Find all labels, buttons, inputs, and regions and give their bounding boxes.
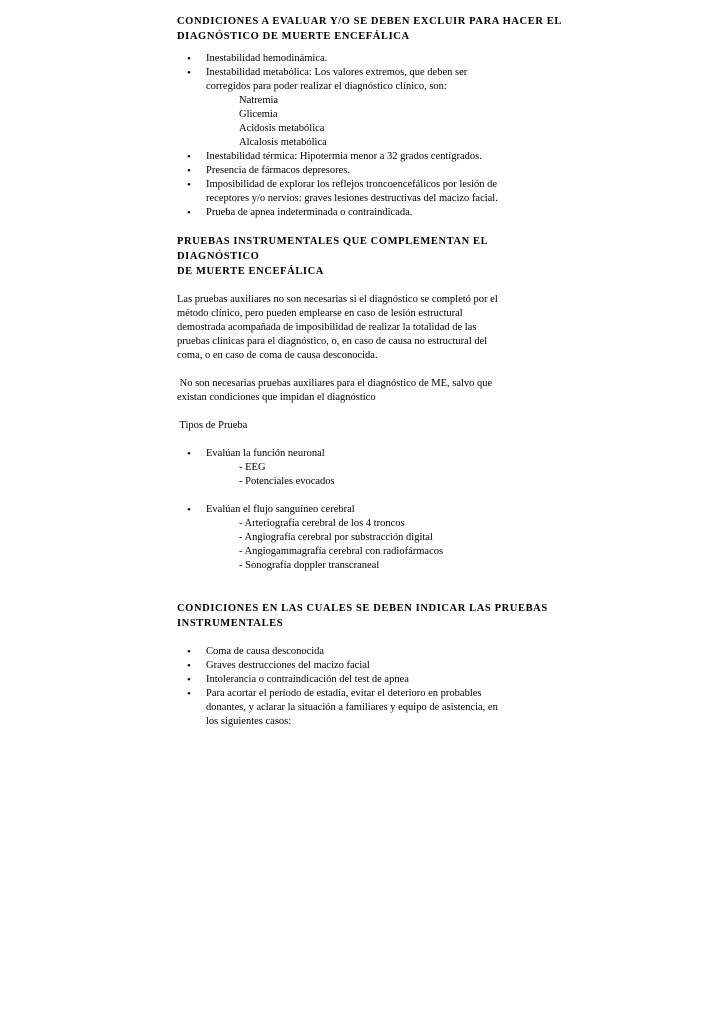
paragraph-line: método clínico, pero pueden emplearse en caso de lesión estructural — [177, 308, 463, 319]
heading-line: PRUEBAS INSTRUMENTALES QUE COMPLEMENTAN EL DIAGNÓSTICO — [177, 236, 488, 262]
metabolic-item: Acidosis metabólica — [239, 123, 325, 134]
bullet-icon: • — [187, 67, 191, 79]
document-page — [177, 14, 567, 729]
bullet-icon: • — [187, 165, 191, 177]
list-item-text: Inestabilidad hemodinámica. — [206, 53, 328, 64]
paragraph-line: coma, o en caso de coma de causa desconocida. — [177, 350, 378, 361]
list-item — [177, 659, 567, 673]
bullet-icon: • — [187, 151, 191, 163]
bullet-icon: • — [187, 660, 191, 672]
metabolic-item: Alcalosis metabólica — [239, 137, 327, 148]
section-pruebas — [177, 234, 567, 573]
test-item: - Angiogammagrafía cerebral con radiofármacos — [239, 546, 444, 557]
test-item: - Arteriografía cerebral de los 4 troncos — [239, 518, 405, 529]
heading-line: DIAGNÓSTICO DE MUERTE ENCEFÁLICA — [177, 31, 410, 42]
heading-line: CONDICIONES A EVALUAR Y/O SE DEBEN EXCLUIR PARA HACER EL — [177, 16, 562, 27]
bullet-icon: • — [187, 504, 191, 516]
list-item-text: Intolerancia o contraindicación del test de apnea — [206, 674, 409, 685]
bullet-icon: • — [187, 674, 191, 686]
paragraph-line: No son necesarias pruebas auxiliares para el diagnóstico de ME, salvo que — [177, 378, 493, 389]
bullet-list — [177, 52, 567, 94]
list-item-text: Coma de causa desconocida — [206, 646, 325, 657]
paragraph — [177, 377, 567, 405]
list-item — [177, 150, 567, 164]
list-item-text: Imposibilidad de explorar los reflejos troncoencefálicos por lesión de — [206, 179, 497, 190]
paragraph-line: pruebas clínicas para el diagnóstico, o, en caso de causa no estructural del — [177, 336, 488, 347]
test-item: - Sonografía doppler transcraneal — [239, 560, 380, 571]
list-item — [177, 52, 567, 66]
bullet-icon: • — [187, 448, 191, 460]
metabolic-item: Glicemia — [239, 109, 278, 120]
list-item — [177, 178, 567, 206]
list-item-text: los siguientes casos: — [206, 716, 292, 727]
bullet-list — [177, 150, 567, 220]
paragraph-line: Las pruebas auxiliares no son necesarias si el diagnóstico se completó por el — [177, 294, 498, 305]
list-item — [177, 645, 567, 659]
list-item — [177, 687, 567, 729]
list-item-text: Evalúan el flujo sanguíneo cerebral — [206, 504, 355, 515]
list-item-text: Inestabilidad térmica: Hipotermia menor a 32 grados centígrados. — [206, 151, 482, 162]
list-item — [177, 447, 567, 461]
list-item-text: donantes, y aclarar la situación a familiares y equipo de asistencia, en — [206, 702, 498, 713]
bullet-icon: • — [187, 53, 191, 65]
list-item — [177, 503, 567, 517]
section-excluir — [177, 14, 567, 220]
section-condiciones — [177, 601, 567, 729]
list-item-text: Graves destrucciones del macizo facial — [206, 660, 370, 671]
heading-line: CONDICIONES EN LAS CUALES SE DEBEN INDICAR LAS PRUEBAS — [177, 603, 548, 614]
list-item — [177, 206, 567, 220]
bullet-icon: • — [187, 207, 191, 219]
test-item: - Potenciales evocados — [239, 476, 335, 487]
bullet-list — [177, 503, 567, 517]
list-item — [177, 164, 567, 178]
test-item: - Angiografía cerebral por substracción digital — [239, 532, 433, 543]
paragraph-line: demostrada acompañada de imposibilidad de realizar la totalidad de las — [177, 322, 477, 333]
list-item-text: corregidos para poder realizar el diagnóstico clínico, son: — [206, 81, 447, 92]
list-item-text: Presencia de fármacos depresores. — [206, 165, 351, 176]
list-item-text: Evalúan la función neuronal — [206, 448, 325, 459]
metabolic-item: Natremia — [239, 95, 279, 106]
paragraph — [177, 293, 567, 363]
bullet-icon: • — [187, 179, 191, 191]
list-item-text: Inestabilidad metabólica: Los valores extremos, que deben ser — [206, 67, 468, 78]
list-item-text: receptores y/o nervios: graves lesiones destructivas del macizo facial. — [206, 193, 498, 204]
heading-line: DE MUERTE ENCEFÁLICA — [177, 266, 324, 277]
bullet-icon: • — [187, 688, 191, 700]
list-item — [177, 673, 567, 687]
list-item-text: Prueba de apnea indeterminada o contraindicada. — [206, 207, 413, 218]
list-item-text: Para acortar el período de estadía, evitar el deterioro en probables — [206, 688, 482, 699]
bullet-list — [177, 645, 567, 729]
list-item — [177, 66, 567, 94]
bullet-icon: • — [187, 646, 191, 658]
types-label: Tipos de Prueba — [177, 420, 248, 431]
paragraph-line: existan condiciones que impidan el diagnóstico — [177, 392, 376, 403]
test-item: - EEG — [239, 462, 266, 473]
bullet-list — [177, 447, 567, 461]
heading-line: INSTRUMENTALES — [177, 618, 284, 629]
